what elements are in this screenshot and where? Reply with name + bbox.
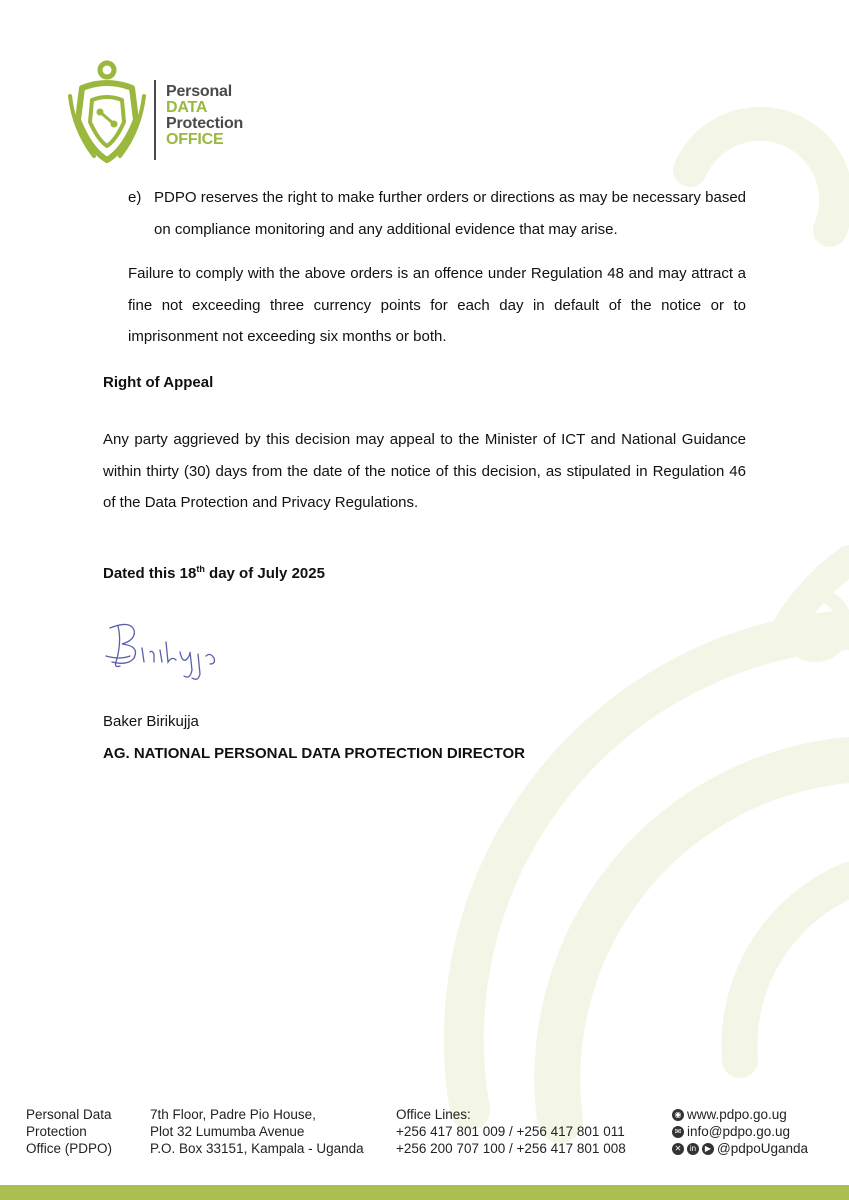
dated-ordinal: th bbox=[196, 564, 205, 574]
footer-email-row[interactable] bbox=[672, 1123, 808, 1140]
footer-address-line: P.O. Box 33151, Kampala - Uganda bbox=[150, 1141, 364, 1156]
footer-phone-line: +256 200 707 100 / +256 417 801 008 bbox=[396, 1141, 626, 1156]
footer-website-link[interactable]: www.pdpo.go.ug bbox=[687, 1107, 787, 1122]
footer-phone-line: +256 417 801 009 / +256 417 801 011 bbox=[396, 1124, 625, 1139]
footer-org bbox=[26, 1106, 112, 1157]
order-item-text: PDPO reserves the right to make further orders or directions as may be necessary based on compliance monitoring and any additional evidence that may arise. bbox=[154, 189, 746, 238]
signer-name: Baker Birikujja bbox=[103, 713, 199, 730]
linkedin-icon[interactable]: in bbox=[687, 1143, 699, 1155]
footer-social-handle[interactable]: @pdpoUganda bbox=[717, 1141, 809, 1156]
footer-color-bar bbox=[0, 1185, 849, 1200]
email-icon: ✉ bbox=[672, 1126, 684, 1138]
footer-org-line: Personal Data bbox=[26, 1107, 112, 1122]
footer-address-line: Plot 32 Lumumba Avenue bbox=[150, 1124, 305, 1139]
logo-line: Protection bbox=[166, 115, 244, 132]
footer-social-row[interactable] bbox=[672, 1140, 808, 1157]
appeal-paragraph: Any party aggrieved by this decision may appeal to the Minister of ICT and National Guidance within thirty (30) days from the date of the notice of this decision, as stipulated in Regulation 46 of the Data Protection and Privacy Regulations. bbox=[103, 431, 746, 511]
footer-phones-label: Office Lines: bbox=[396, 1107, 471, 1122]
list-marker: e) bbox=[128, 189, 142, 206]
dated-prefix: Dated this 18 bbox=[103, 565, 197, 582]
appeal-heading: Right of Appeal bbox=[103, 374, 214, 391]
logo-divider bbox=[154, 80, 156, 160]
footer-address bbox=[150, 1106, 364, 1157]
signer-title: AG. NATIONAL PERSONAL DATA PROTECTION DIRECTOR bbox=[103, 745, 525, 762]
dated-rest: day of July 2025 bbox=[204, 565, 325, 582]
footer-contacts bbox=[672, 1106, 808, 1157]
youtube-icon[interactable]: ▶ bbox=[702, 1143, 714, 1155]
footer-email-link[interactable]: info@pdpo.go.ug bbox=[687, 1124, 791, 1139]
logo-wordmark bbox=[166, 84, 243, 148]
dated-line bbox=[103, 565, 325, 582]
footer-org-line: Office (PDPO) bbox=[26, 1141, 113, 1156]
globe-icon: ◉ bbox=[672, 1109, 684, 1121]
logo-line: DATA bbox=[166, 99, 208, 116]
signature-image bbox=[100, 612, 240, 684]
logo-line: OFFICE bbox=[166, 131, 224, 148]
footer-phones bbox=[396, 1106, 626, 1157]
logo-line: Personal bbox=[166, 83, 232, 100]
footer-address-line: 7th Floor, Padre Pio House, bbox=[150, 1107, 316, 1122]
footer-website-row[interactable] bbox=[672, 1106, 808, 1123]
footer-org-line: Protection bbox=[26, 1124, 87, 1139]
failure-paragraph: Failure to comply with the above orders is an offence under Regulation 48 and may attract a fine not exceeding three currency points for each day in default of the notice or to imprisonment not exceeding six months or both. bbox=[128, 265, 746, 345]
order-item-e bbox=[128, 182, 746, 245]
x-icon[interactable]: ✕ bbox=[672, 1143, 684, 1155]
